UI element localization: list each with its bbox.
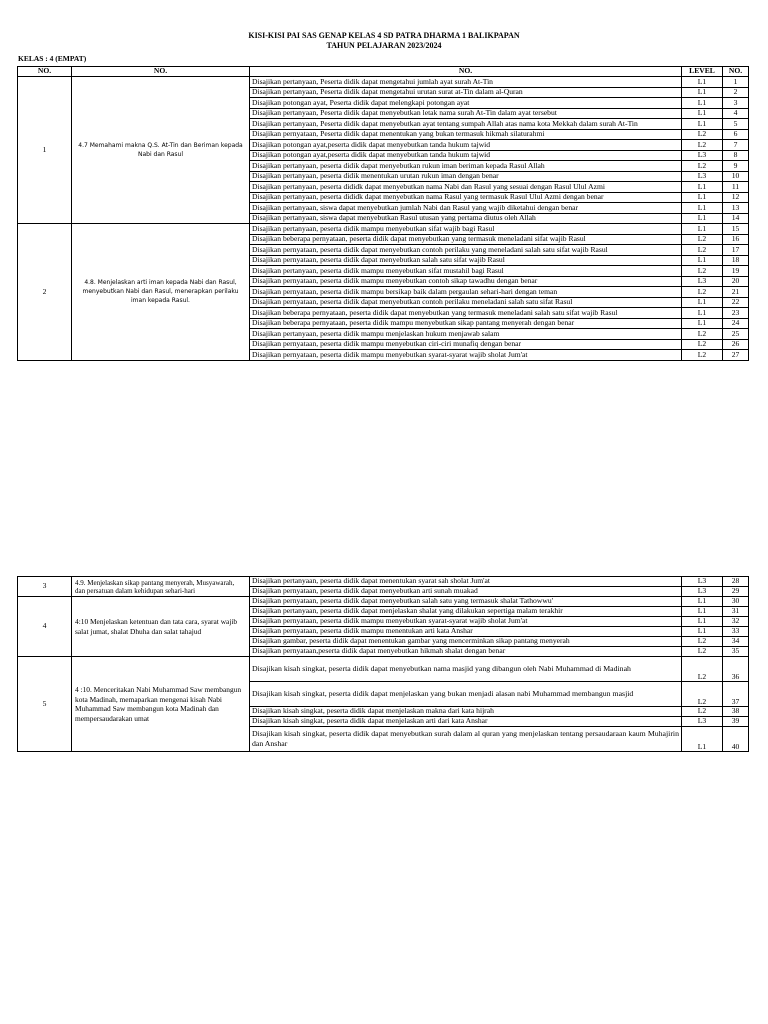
level-cell: L2: [682, 245, 723, 256]
level-cell: L1: [682, 87, 723, 98]
question-number-cell: 17: [723, 245, 749, 256]
level-cell: L2: [682, 234, 723, 245]
indicator-cell: Disajikan pertanyaan, siswa dapat menyebutkan jumlah Nabi dan Rasul yang wajib diketahui dengan benar: [250, 203, 682, 214]
indicator-cell: Disajikan kisah singkat, peserta didik dapat menjelaskan arti dari kata Anshar: [250, 717, 682, 727]
group-number: 2: [18, 224, 72, 361]
indicator-cell: Disajikan pertanyaan, peserta dididk dapat menyebutkan nama Rasul yang termasuk Rasul Ulul Azmi dengan benar: [250, 192, 682, 203]
level-cell: L1: [682, 255, 723, 266]
indicator-cell: Disajikan pernyataan, peserta didik mampu menentukan arti kata Anshar: [250, 627, 682, 637]
grid-table-part-2: [17, 576, 749, 752]
question-number-cell: 20: [723, 276, 749, 287]
question-number-cell: 12: [723, 192, 749, 203]
question-number-cell: 22: [723, 297, 749, 308]
question-number-cell: 28: [723, 577, 749, 587]
indicator-cell: Disajikan kisah singkat, peserta didik dapat menjelaskan makna dari kata hijrah: [250, 707, 682, 717]
level-cell: L1: [682, 727, 723, 752]
competency-description: 4:10 Menjelaskan ketentuan dan tata cara, syarat wajib salat jumat, shalat Dhuha dan salat tahajud: [72, 597, 250, 657]
header-kd: NO.: [72, 67, 250, 77]
level-cell: L1: [682, 119, 723, 130]
header-no: NO.: [18, 67, 72, 77]
grid-table-part-1: [17, 66, 749, 361]
question-number-cell: 1: [723, 77, 749, 88]
indicator-cell: Disajikan pernyataan, peserta didik dapat menyebutkan arti sunah muakad: [250, 587, 682, 597]
level-cell: L1: [682, 98, 723, 109]
indicator-cell: Disajikan pernyataan, peserta didik mampu bersikap baik dalam pergaulan sehari-hari dengan teman: [250, 287, 682, 298]
level-cell: L2: [682, 339, 723, 350]
level-cell: L1: [682, 182, 723, 193]
indicator-cell: Disajikan pertanyaan, peserta dididk dapat menyebutkan nama Nabi dan Rasul yang sesuai dengan Rasul Ulul Azmi: [250, 182, 682, 193]
indicator-cell: Disajikan potongan ayat,peserta didik dapat menyebutkan tanda hukum tajwid: [250, 140, 682, 151]
level-cell: L3: [682, 150, 723, 161]
indicator-cell: Disajikan beberapa pernyataan, peserta didik dapat menyebutkan yang termasuk meneladani salah satu sifat wajib Rasul: [250, 308, 682, 319]
level-cell: L3: [682, 276, 723, 287]
group-number: 4: [18, 597, 72, 657]
class-label: KELAS : 4 (EMPAT): [18, 54, 87, 63]
competency-description: 4.8. Menjelaskan arti iman kepada Nabi dan Rasul, menyebutkan Nabi dan Rasul, menerapkan perilaku iman kepada Rasul.: [72, 224, 250, 361]
level-cell: L1: [682, 318, 723, 329]
question-number-cell: 31: [723, 607, 749, 617]
question-number-cell: 26: [723, 339, 749, 350]
question-number-cell: 33: [723, 627, 749, 637]
competency-description: 4.7 Memahami makna Q.S. At-Tin dan Beriman kepada Nabi dan Rasul: [72, 77, 250, 224]
question-number-cell: 38: [723, 707, 749, 717]
question-number-cell: 15: [723, 224, 749, 235]
indicator-cell: Disajikan pertanyaan, peserta didik dapat menentukan syarat sah sholat Jum'at: [250, 577, 682, 587]
question-number-cell: 30: [723, 597, 749, 607]
question-number-cell: 7: [723, 140, 749, 151]
indicator-cell: Disajikan pernyataan, peserta didik mampu menyebutkan ciri-ciri munafiq dengan benar: [250, 339, 682, 350]
header-indicator: NO.: [250, 67, 682, 77]
level-cell: L2: [682, 682, 723, 707]
indicator-cell: Disajikan beberapa pernyataan, peserta didik dapat menyebutkan yang termasuk meneladani sifat wajib Rasul: [250, 234, 682, 245]
question-number-cell: 18: [723, 255, 749, 266]
level-cell: L1: [682, 224, 723, 235]
level-cell: L2: [682, 637, 723, 647]
level-cell: L1: [682, 108, 723, 119]
level-cell: L1: [682, 597, 723, 607]
indicator-cell: Disajikan kisah singkat, peserta didik dapat menyebutkan nama masjid yang dibangun oleh Nabi Muhammad di Madinah: [250, 657, 682, 682]
level-cell: L1: [682, 617, 723, 627]
document-subtitle: TAHUN PELAJARAN 2023/2024: [326, 41, 442, 50]
indicator-cell: Disajikan pernyataan, peserta didik dapat menyebutkan salah satu sifat wajib Rasul: [250, 255, 682, 266]
competency-description: 4.9. Menjelaskan sikap pantang menyerah, Musyawarah, dan persatuan dalam kehidupan sehari-hari: [72, 577, 250, 597]
level-cell: L1: [682, 203, 723, 214]
level-cell: L1: [682, 627, 723, 637]
indicator-cell: Disajikan pertanyaan, peserta didik dapat menjelaskan shalat yang dilakukan sepertiga malam terakhir: [250, 607, 682, 617]
level-cell: L1: [682, 192, 723, 203]
question-number-cell: 23: [723, 308, 749, 319]
question-number-cell: 39: [723, 717, 749, 727]
indicator-cell: Disajikan beberapa pernyataan, peserta didik mampu menyebutkan sikap pantang menyerah dengan benar: [250, 318, 682, 329]
level-cell: L2: [682, 707, 723, 717]
indicator-cell: Disajikan pernyataan, peserta didik dapat menyebutkan contoh perilaku yang meneladani salah satu sifat wajib Rasul: [250, 245, 682, 256]
level-cell: L2: [682, 266, 723, 277]
indicator-cell: Disajikan pernyataan, peserta didik mampu menyebutkan syarat-syarat wajib sholat Jum'at: [250, 350, 682, 361]
question-number-cell: 16: [723, 234, 749, 245]
indicator-cell: Disajikan pernyataan,peserta didik dapat menyebutkan hikmah shalat dengan benar: [250, 647, 682, 657]
indicator-cell: Disajikan pertanyaan, peserta didik menentukan urutan rukun iman dengan benar: [250, 171, 682, 182]
indicator-cell: Disajikan potongan ayat,peserta didik dapat menyebutkan tanda hukum tajwid: [250, 150, 682, 161]
question-number-cell: 37: [723, 682, 749, 707]
question-number-cell: 9: [723, 161, 749, 172]
question-number-cell: 11: [723, 182, 749, 193]
header-number: NO.: [723, 67, 749, 77]
indicator-cell: Disajikan pernyataan, peserta didik dapat menyebutkan salah satu yang termasuk shalat Tathowwu': [250, 597, 682, 607]
group-number: 1: [18, 77, 72, 224]
level-cell: L1: [682, 213, 723, 224]
question-number-cell: 3: [723, 98, 749, 109]
indicator-cell: Disajikan pertanyaan, peserta didik mampu menjelaskan hukum menjawab salam: [250, 329, 682, 340]
question-number-cell: 25: [723, 329, 749, 340]
indicator-cell: Disajikan pertanyaan, Peserta didik dapat mengetahui urutan surat at-Tin dalam al-Quran: [250, 87, 682, 98]
group-number: 5: [18, 657, 72, 752]
level-cell: L1: [682, 77, 723, 88]
level-cell: L1: [682, 607, 723, 617]
indicator-cell: Disajikan pertanyaan, Peserta didik dapat menyebutkan letak nama surah At-Tin dalam ayat tersebut: [250, 108, 682, 119]
level-cell: L2: [682, 657, 723, 682]
question-number-cell: 35: [723, 647, 749, 657]
question-number-cell: 36: [723, 657, 749, 682]
table-row: [18, 657, 749, 682]
question-number-cell: 21: [723, 287, 749, 298]
indicator-cell: Disajikan pertanyaan, Peserta didik dapat menyebutkan ayat tentang sumpah Allah atas nama kota Mekkah dalam surah At-Tin: [250, 119, 682, 130]
table-row: [18, 224, 749, 235]
level-cell: L2: [682, 161, 723, 172]
indicator-cell: Disajikan kisah singkat, peserta didik dapat menjelaskan yang bukan menjadi alasan nabi Muhammad membangun masjid: [250, 682, 682, 707]
indicator-cell: Disajikan pertanyaan, peserta didik dapat menyebutkan rukun iman beriman kepada Rasul Allah: [250, 161, 682, 172]
table-row: [18, 597, 749, 607]
indicator-cell: Disajikan kisah singkat, peserta didik dapat menyebutkan surah dalam al quran yang menjelaskan tentang persaudaraan kaum Muhajirin dan Anshar: [250, 727, 682, 752]
table-row: [18, 77, 749, 88]
indicator-cell: Disajikan pertanyaan, Peserta didik dapat mengetahui jumlah ayat surah At-Tin: [250, 77, 682, 88]
indicator-cell: Disajikan pertanyaan, peserta didik mampu menyebutkan sifat wajib bagi Rasul: [250, 224, 682, 235]
indicator-cell: Disajikan pertanyaan, siswa dapat menyebutkan Rasul utusan yang pertama diutus oleh Allah: [250, 213, 682, 224]
level-cell: L2: [682, 287, 723, 298]
indicator-cell: Disajikan gambar, peserta didik dapat menentukan gambar yang mencerminkan sikap pantang menyerah: [250, 637, 682, 647]
question-number-cell: 27: [723, 350, 749, 361]
level-cell: L1: [682, 297, 723, 308]
question-number-cell: 5: [723, 119, 749, 130]
level-cell: L2: [682, 140, 723, 151]
level-cell: L2: [682, 129, 723, 140]
competency-description: 4 :10. Menceritakan Nabi Muhammad Saw membangun kota Madinah, memaparkan mengenai kisah Nabi Muhammad Saw membangun kota Madinah dan mempersaudarakan umat: [72, 657, 250, 752]
question-number-cell: 4: [723, 108, 749, 119]
question-number-cell: 19: [723, 266, 749, 277]
level-cell: L3: [682, 577, 723, 587]
level-cell: L3: [682, 717, 723, 727]
question-number-cell: 24: [723, 318, 749, 329]
question-number-cell: 2: [723, 87, 749, 98]
question-number-cell: 6: [723, 129, 749, 140]
level-cell: L2: [682, 329, 723, 340]
indicator-cell: Disajikan potongan ayat, Peserta didik dapat melengkapi potongan ayat: [250, 98, 682, 109]
group-number: 3: [18, 577, 72, 597]
level-cell: L1: [682, 308, 723, 319]
question-number-cell: 8: [723, 150, 749, 161]
header-level: LEVEL: [682, 67, 723, 77]
question-number-cell: 34: [723, 637, 749, 647]
indicator-cell: Disajikan pernyataan, Peserta didik dapat menentukan yang bukan termasuk hikmah silaturahmi: [250, 129, 682, 140]
question-number-cell: 14: [723, 213, 749, 224]
question-number-cell: 32: [723, 617, 749, 627]
question-number-cell: 13: [723, 203, 749, 214]
indicator-cell: Disajikan pertanyaan, peserta didik mampu menyebutkan sifat mustahil bagi Rasul: [250, 266, 682, 277]
level-cell: L3: [682, 171, 723, 182]
indicator-cell: Disajikan pernyataan, peserta didik mampu menyebutkan contoh sikap tawadhu dengan benar: [250, 276, 682, 287]
level-cell: L2: [682, 647, 723, 657]
table-row: [18, 577, 749, 587]
document-title: KISI-KISI PAI SAS GENAP KELAS 4 SD PATRA DHARMA 1 BALIKPAPAN: [248, 31, 520, 40]
level-cell: L2: [682, 350, 723, 361]
question-number-cell: 40: [723, 727, 749, 752]
question-number-cell: 10: [723, 171, 749, 182]
question-number-cell: 29: [723, 587, 749, 597]
level-cell: L3: [682, 587, 723, 597]
indicator-cell: Disajikan pernyataan, peserta didik dapat menyebutkan contoh perilaku meneladani salah satu sifat Rasul: [250, 297, 682, 308]
indicator-cell: Disajikan pernyataan, peserta didik mampu menyebutkan syarat-syarat wajib sholat Jum'at: [250, 617, 682, 627]
